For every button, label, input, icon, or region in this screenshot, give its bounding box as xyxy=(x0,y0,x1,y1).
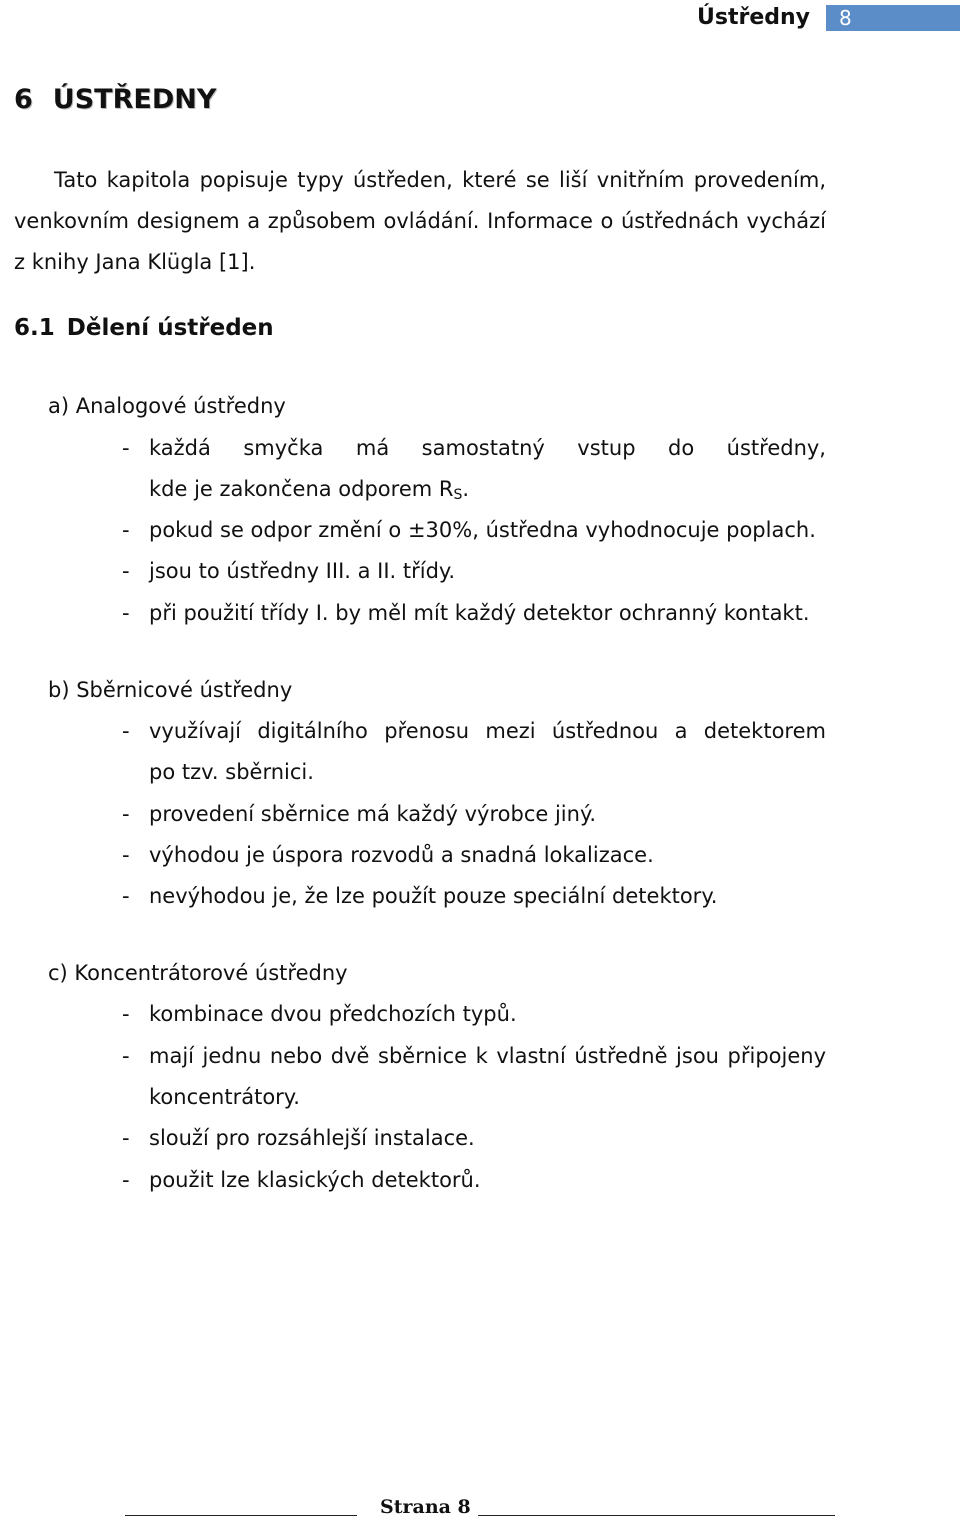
list-item xyxy=(122,711,826,793)
word: nebo xyxy=(269,1044,323,1068)
list-item-text: provedení sběrnice má každý výrobce jiný. xyxy=(149,802,597,826)
list-item-text: nevýhodou je, že lze použít pouze speciální detektory. xyxy=(149,884,718,908)
footer-rule-right xyxy=(478,1515,835,1516)
subsection-label-b: b) Sběrnicové ústředny xyxy=(48,678,293,702)
list-dash: - xyxy=(122,719,130,743)
word: dvě xyxy=(330,1044,370,1068)
word: do xyxy=(668,436,695,460)
word: jsou xyxy=(676,1044,719,1068)
list-dash: - xyxy=(122,1002,130,1026)
word: ústředen, xyxy=(352,168,453,192)
list-item xyxy=(122,551,826,592)
list-item-text: výhodou je úspora rozvodů a snadná lokalizace. xyxy=(149,843,654,867)
footer-page-label: Strana 8 xyxy=(380,1496,471,1518)
list-item-line-2: po tzv. sběrnici. xyxy=(149,760,314,784)
chapter-number: 6 xyxy=(14,84,33,115)
list-dash: - xyxy=(122,1168,130,1192)
list-item-text: pokud se odpor změní o ±30%, ústředna vyhodnocuje poplach. xyxy=(149,518,816,542)
list-item-text: slouží pro rozsáhlejší instalace. xyxy=(149,1126,475,1150)
word: a xyxy=(247,209,261,233)
list-item xyxy=(122,835,826,876)
section-number: 6.1 xyxy=(14,315,55,341)
word: kapitola xyxy=(106,168,191,192)
word: má xyxy=(355,436,390,460)
list-item-line-2 xyxy=(149,469,826,516)
word: mají xyxy=(149,1044,194,1068)
chapter-heading xyxy=(14,80,216,120)
word: provedením, xyxy=(693,168,826,192)
word: se xyxy=(525,168,550,192)
word: vstup xyxy=(577,436,636,460)
list-dash: - xyxy=(122,1126,130,1150)
list-item-line-2: koncentrátory. xyxy=(149,1085,300,1109)
word: ústřednou xyxy=(551,719,659,743)
list-item-text: jsou to ústředny III. a II. třídy. xyxy=(149,559,456,583)
word: jednu xyxy=(202,1044,262,1068)
word: ústředny, xyxy=(726,436,826,460)
list-item xyxy=(122,1160,826,1201)
footer-rule-left xyxy=(125,1515,357,1516)
word: designem xyxy=(136,209,240,233)
word: mezi xyxy=(485,719,536,743)
list-item-text: kde je zakončena odporem R xyxy=(149,477,454,501)
word: Tato xyxy=(54,168,98,192)
list-item-line-1 xyxy=(149,711,826,752)
word: které xyxy=(462,168,517,192)
list-item-line-1 xyxy=(149,1036,826,1077)
list-item xyxy=(122,876,826,917)
header-page-number: 8 xyxy=(826,5,960,31)
word: vychází xyxy=(746,209,826,233)
list-dash: - xyxy=(122,1044,130,1068)
subsection-label-c: c) Koncentrátorové ústředny xyxy=(48,961,348,985)
word: vnitřním xyxy=(596,168,685,192)
word: každá xyxy=(149,436,211,460)
word: typy xyxy=(297,168,344,192)
word: ovládání. xyxy=(383,209,480,233)
word: ústřednách xyxy=(620,209,739,233)
list-dash: - xyxy=(122,518,130,542)
list-dash: - xyxy=(122,601,130,625)
word: o xyxy=(600,209,614,233)
section-heading xyxy=(14,308,274,348)
section-title: Dělení ústředen xyxy=(66,315,274,341)
word: Informace xyxy=(487,209,593,233)
list-item-text: použit lze klasických detektorů. xyxy=(149,1168,481,1192)
header-title: Ústředny xyxy=(697,5,810,30)
word: a xyxy=(674,719,688,743)
word: popisuje xyxy=(199,168,288,192)
list-dash: - xyxy=(122,884,130,908)
list-dash: - xyxy=(122,843,130,867)
subscript: S xyxy=(453,487,463,503)
intro-line-1 xyxy=(54,160,826,201)
list-dash: - xyxy=(122,802,130,826)
word: ústředně xyxy=(574,1044,668,1068)
subsection-label-a: a) Analogové ústředny xyxy=(48,394,286,418)
word: připojeny xyxy=(727,1044,826,1068)
list-item-text: při použití třídy I. by měl mít každý detektor ochranný kontakt. xyxy=(149,601,810,625)
list-item xyxy=(122,994,826,1035)
list-item-line-1 xyxy=(149,428,826,469)
list-item-text: kombinace dvou předchozích typů. xyxy=(149,1002,517,1026)
intro-paragraph xyxy=(14,160,826,283)
word: venkovním xyxy=(14,209,129,233)
word: využívají xyxy=(149,719,241,743)
intro-line-2 xyxy=(14,201,826,242)
list-dash: - xyxy=(122,559,130,583)
intro-line-3: z knihy Jana Klügla [1]. xyxy=(14,250,256,274)
list-item-text-end: . xyxy=(462,477,470,501)
chapter-title: ÚSTŘEDNY xyxy=(52,84,217,115)
word: sběrnice xyxy=(378,1044,468,1068)
list-item xyxy=(122,1118,826,1159)
word: smyčka xyxy=(243,436,324,460)
word: vlastní xyxy=(496,1044,566,1068)
list-dash: - xyxy=(122,436,130,460)
word: k xyxy=(475,1044,488,1068)
list-item xyxy=(122,428,826,516)
list-item xyxy=(122,1036,826,1118)
word: způsobem xyxy=(267,209,376,233)
word: samostatný xyxy=(421,436,545,460)
word: liší xyxy=(559,168,588,192)
word: digitálního xyxy=(257,719,368,743)
list-item xyxy=(122,794,826,835)
word: detektorem xyxy=(703,719,826,743)
list-item xyxy=(122,593,826,634)
list-item xyxy=(122,510,826,551)
word: přenosu xyxy=(384,719,470,743)
